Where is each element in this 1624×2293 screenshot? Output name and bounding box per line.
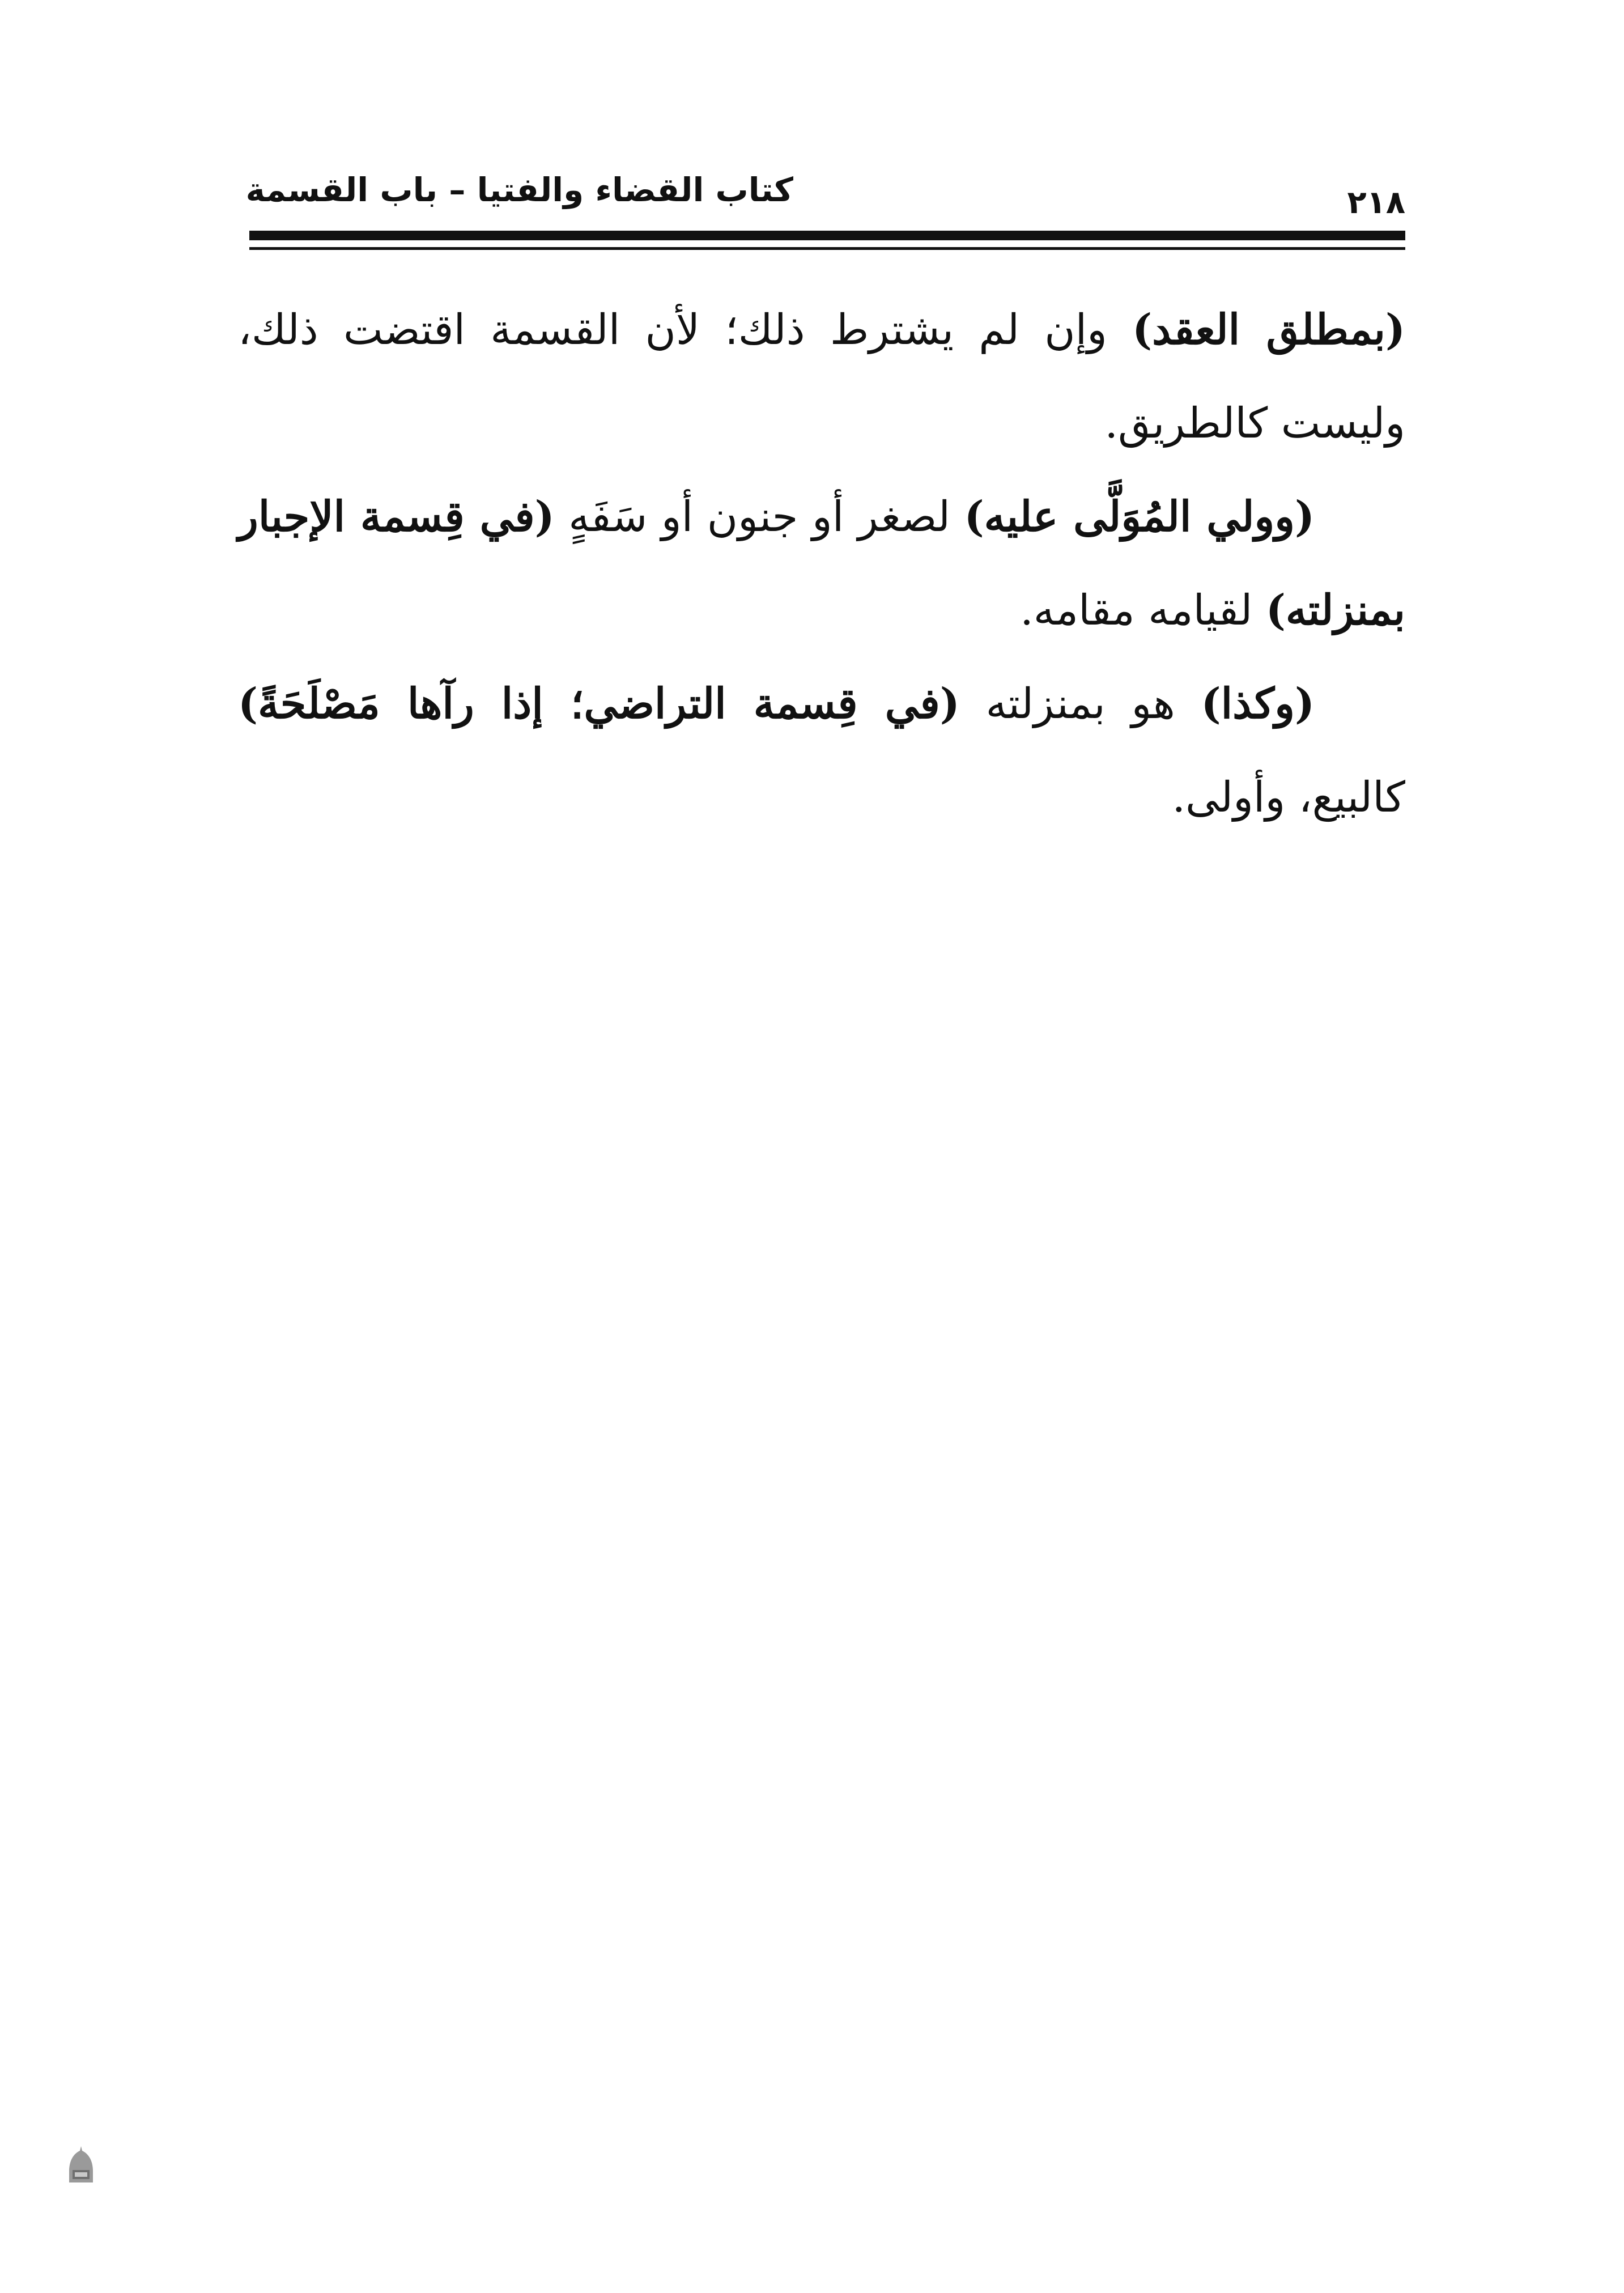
- library-logo-icon: [67, 2145, 95, 2185]
- bold-phrase: (في قِسمة الإجبار بمنزلته): [238, 492, 1405, 635]
- paragraph-1: [238, 283, 1405, 470]
- running-header: [245, 164, 1405, 221]
- bold-phrase: (وكذا): [1201, 680, 1315, 728]
- paragraph-2: [238, 470, 1405, 657]
- bold-phrase: (وولي المُوَلَّى عليه): [964, 492, 1315, 541]
- plain-text: كالبيع، وأولى.: [1172, 773, 1405, 822]
- bold-phrase: (في قِسمة التراضي؛ إذا رآها مَصْلَحَةً): [238, 680, 960, 728]
- page-number: ٢١٨: [1347, 184, 1405, 221]
- plain-text: هو بمنزلته: [959, 680, 1201, 728]
- header-title: كتاب القضاء والفتيا – باب القسمة: [245, 171, 793, 209]
- header-rule-thin: [249, 247, 1405, 250]
- body-text: [238, 283, 1405, 844]
- bold-phrase: (بمطلق العقد): [1132, 305, 1405, 354]
- header-rule-thick: [249, 231, 1405, 240]
- plain-text: لصغر أو جنون أو سَفَهٍ: [554, 492, 964, 541]
- paragraph-3: [238, 657, 1405, 844]
- plain-text: لقيامه مقامه.: [1020, 586, 1266, 635]
- plain-text: وإن لم يشترط ذلك؛ لأن القسمة اقتضت ذلك، وليست كالطريق.: [238, 305, 1405, 448]
